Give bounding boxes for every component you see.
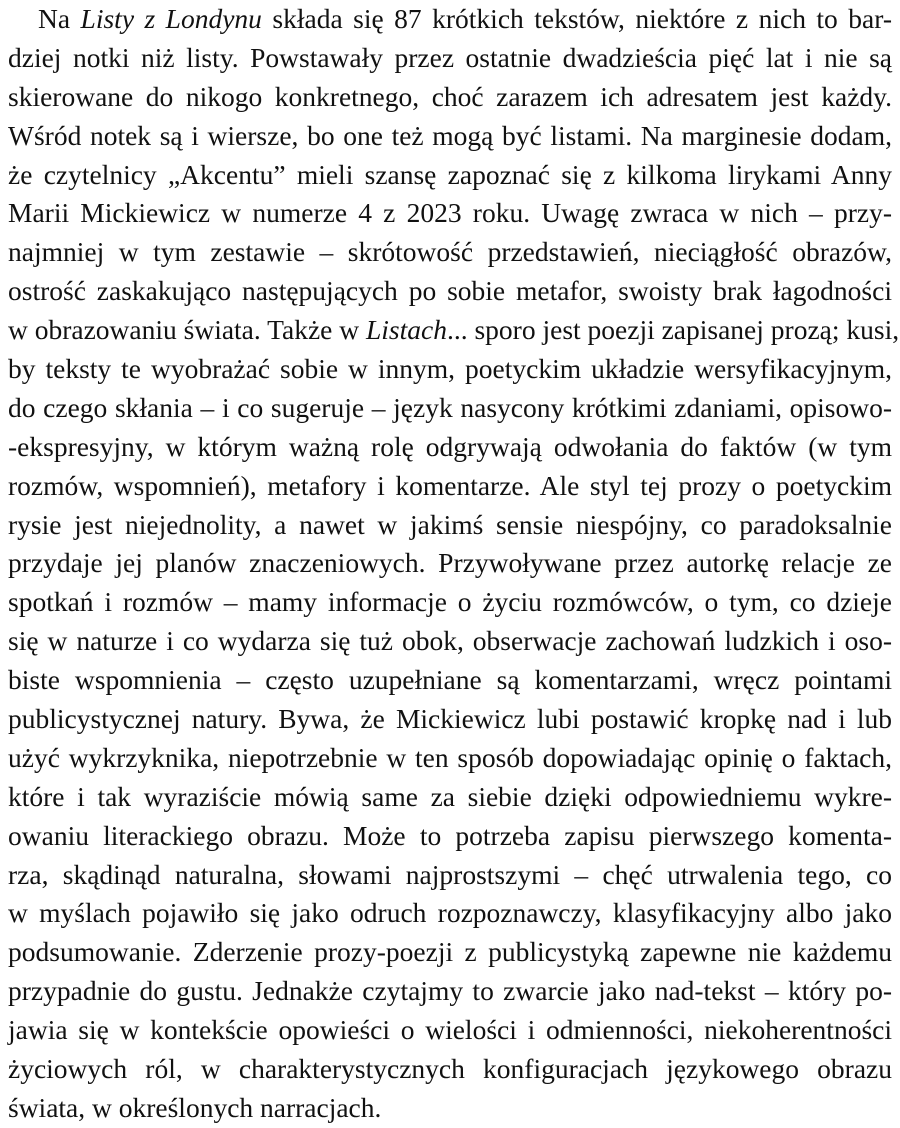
document-page [8,0,900,1128]
text-segment: przydaje jej planów znaczeniowych. Przywoływane przez autorkę relacje ze [8,547,892,579]
text-segment: by teksty te wyobrażać sobie w innym, poetyckim układzie wersyfikacyjnym, [8,353,892,385]
text-segment: publicystycznej natury. Bywa, że Mickiewicz lubi postawić kropkę nad i lub [8,703,892,735]
text-segment: życiowych ról, w charakterystycznych konfiguracjach językowego obrazu [8,1053,892,1085]
text-segment: najmniej w tym zestawie – skrótowość przedstawień, nieciągłość obrazów, [8,236,892,268]
text-segment: które i tak wyraziście mówią same za siebie dzięki odpowiedniemu wykre- [8,780,892,812]
text-line [8,894,892,933]
text-line [8,311,900,350]
text-line [8,544,892,583]
text-line [8,156,892,195]
text-segment: w myślach pojawiło się jako odruch rozpoznawczy, klasyfikacyjny albo jako [8,897,892,929]
text-line [8,506,892,545]
text-line [8,700,892,739]
text-segment: do czego skłania – i co sugeruje – język nasycony krótkimi zdaniami, opisowo- [8,391,892,423]
text-line [8,1011,892,1050]
text-line [8,778,892,817]
text-line [8,972,892,1011]
text-segment: ... sporo jest poezji zapisanej prozą; kusi, [446,314,900,346]
text-segment: jawia się w kontekście opowieści o wielości i odmienności, niekoherentności [8,1014,892,1046]
text-segment: Na [38,3,81,34]
text-line [8,350,892,389]
text-segment: rozmów, wspomnień), metafory i komentarze. Ale styl tej prozy o poetyckim [8,469,892,501]
text-line [8,817,892,856]
italic-title-text: Listy z Londynu [80,3,262,34]
text-segment: owaniu literackiego obrazu. Może to potrzeba zapisu pierwszego komenta- [8,819,892,851]
text-segment: -ekspresyjny, w którym ważną rolę odgrywają odwołania do faktów (w tym [8,430,892,462]
text-segment: użyć wykrzyknika, niepotrzebnie w ten sposób dopowiadając opinię o faktach, [8,741,892,773]
text-line [8,933,892,972]
text-line [8,1050,892,1089]
text-segment: rza, skądinąd naturalna, słowami najprostszymi – chęć utrwalenia tego, co [8,858,892,890]
text-segment: świata, w określonych narracjach. [8,1091,382,1123]
text-segment: Wśród notek są i wiersze, bo one też mogą być listami. Na marginesie dodam, [8,119,892,151]
text-segment: składa się 87 krótkich tekstów, niektóre z nich to bar- [261,3,892,34]
text-segment: skierowane do nikogo konkretnego, choć zarazem ich adresatem jest każdy. [8,80,892,112]
text-segment: rysie jest niejednolity, a nawet w jakimś sensie niespójny, co paradoksalnie [8,508,892,540]
text-line [8,78,892,117]
text-segment: w obrazowaniu świata. Także w [8,314,366,346]
text-segment: dziej notki niż listy. Powstawały przez ostatnie dwadzieścia pięć lat i nie są [8,41,892,73]
text-segment: biste wspomnienia – często uzupełniane są komentarzami, wręcz pointami [8,664,892,696]
text-line [8,661,892,700]
text-segment: się w naturze i co wydarza się tuż obok, obserwacje zachowań ludzkich i oso- [8,625,892,657]
text-line [8,389,892,428]
body-paragraph [8,0,900,1128]
text-segment: podsumowanie. Zderzenie prozy-poezji z publicystyką zapewne nie każdemu [8,936,892,968]
text-line [8,272,892,311]
text-line [8,856,892,895]
text-line [8,622,892,661]
text-line [8,117,892,156]
text-line [8,1089,892,1128]
text-line [8,467,892,506]
text-line [8,194,892,233]
text-segment: że czytelnicy „Akcentu” mieli szansę zapoznać się z kilkoma lirykami Anny [8,158,892,190]
text-segment: Marii Mickiewicz w numerze 4 z 2023 roku. Uwagę zwraca w nich – przy- [8,197,892,229]
text-segment: spotkań i rozmów – mamy informacje o życiu rozmówców, o tym, co dzieje [8,586,892,618]
text-line [8,0,892,39]
text-segment: ostrość zaskakująco następujących po sobie metafor, swoisty brak łagodności [8,275,892,307]
italic-title-text: Listach [366,314,447,346]
text-segment: przypadnie do gustu. Jednakże czytajmy to zwarcie jako nad-tekst – który po- [8,975,892,1007]
text-line [8,233,892,272]
text-line [8,583,892,622]
text-line [8,39,892,78]
text-line [8,428,892,467]
text-line [8,739,892,778]
